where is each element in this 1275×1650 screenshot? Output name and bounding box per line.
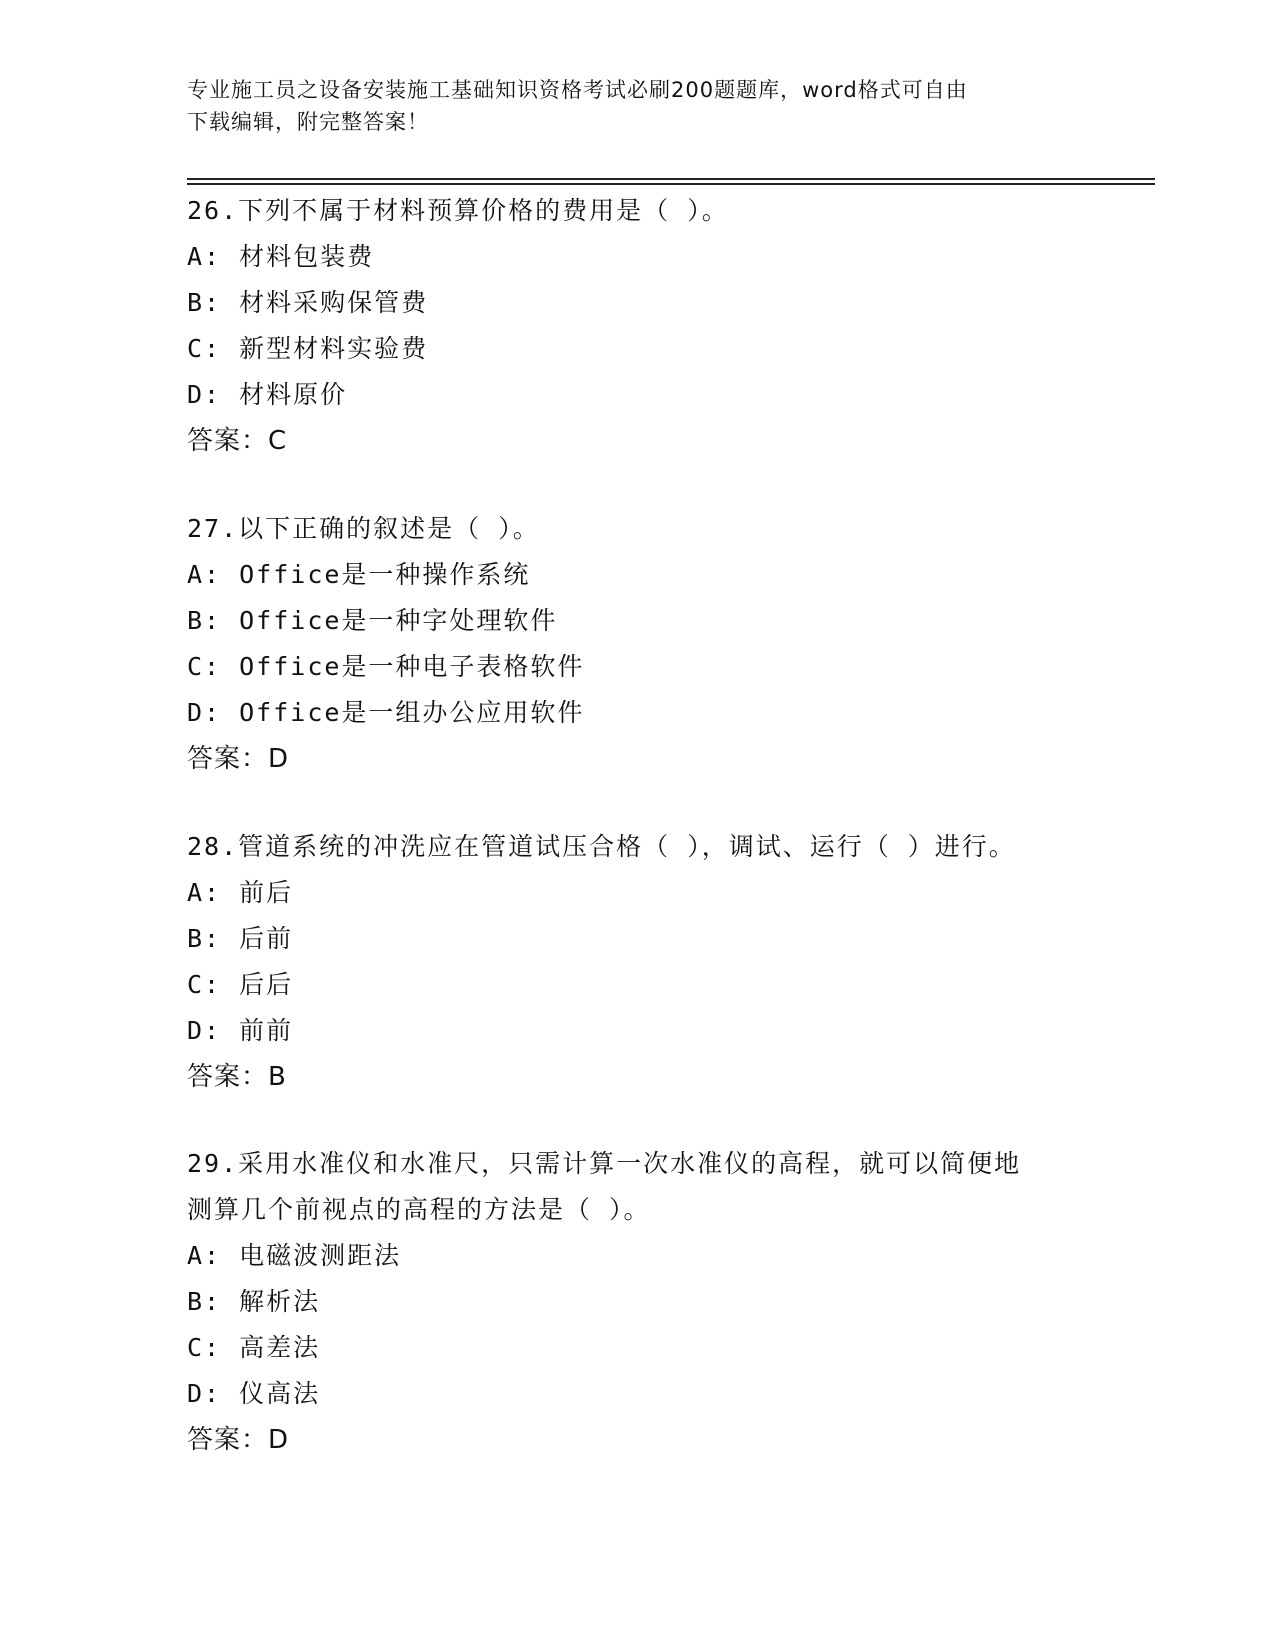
question-29 (187, 1141, 1087, 1463)
option-label: C: (187, 652, 222, 681)
option-b (187, 598, 1087, 644)
option-text: 仪高法 (239, 1379, 321, 1408)
option-c (187, 1325, 1087, 1371)
option-text: 前后 (239, 878, 294, 907)
option-d (187, 1008, 1087, 1054)
option-label: D: (187, 1016, 222, 1045)
option-a (187, 1233, 1087, 1279)
header-divider-top (187, 178, 1155, 180)
option-d (187, 372, 1087, 418)
option-d (187, 1371, 1087, 1417)
option-c (187, 326, 1087, 372)
option-a (187, 234, 1087, 280)
option-text: 高差法 (239, 1333, 321, 1362)
option-text: 材料包装费 (239, 242, 375, 271)
question-28 (187, 824, 1087, 1100)
option-text: 新型材料实验费 (239, 334, 429, 363)
option-text: 前前 (239, 1016, 294, 1045)
option-label: A: (187, 560, 222, 589)
answer-text: 答案：D (187, 744, 290, 774)
option-label: B: (187, 288, 222, 317)
option-label: A: (187, 242, 222, 271)
option-label: A: (187, 878, 222, 907)
option-c (187, 644, 1087, 690)
option-c (187, 962, 1087, 1008)
option-label: D: (187, 698, 222, 727)
option-text: Office是一组办公应用软件 (239, 698, 585, 727)
option-text: Office是一种电子表格软件 (239, 652, 585, 681)
header-line-2: 下载编辑，附完整答案！ (187, 110, 429, 134)
header-line-1: 专业施工员之设备安装施工基础知识资格考试必刷200题题库，word格式可自由 (187, 78, 968, 102)
answer-text: 答案：C (187, 426, 288, 456)
option-b (187, 280, 1087, 326)
question-text-line-2: 测算几个前视点的高程的方法是（ ）。 (187, 1195, 651, 1224)
option-a (187, 870, 1087, 916)
question-text: 27.以下正确的叙述是（ ）。 (187, 514, 540, 543)
option-label: C: (187, 1333, 222, 1362)
option-a (187, 552, 1087, 598)
option-label: D: (187, 1379, 222, 1408)
option-text: Office是一种字处理软件 (239, 606, 558, 635)
document-header (187, 74, 1067, 138)
question-text: 28.管道系统的冲洗应在管道试压合格（ ），调试、运行（ ）进行。 (187, 832, 1016, 861)
option-label: A: (187, 1241, 222, 1270)
answer-text: 答案：D (187, 1425, 290, 1455)
option-label: D: (187, 380, 222, 409)
option-text: 后前 (239, 924, 294, 953)
option-text: 电磁波测距法 (239, 1241, 402, 1270)
option-b (187, 1279, 1087, 1325)
option-text: Office是一种操作系统 (239, 560, 531, 589)
answer-text: 答案：B (187, 1062, 287, 1092)
option-text: 材料采购保管费 (239, 288, 429, 317)
question-text: 26.下列不属于材料预算价格的费用是（ ）。 (187, 196, 729, 225)
option-label: C: (187, 970, 222, 999)
question-26 (187, 188, 1087, 464)
option-label: B: (187, 606, 222, 635)
option-text: 解析法 (239, 1287, 321, 1316)
question-text-line-1: 29.采用水准仪和水准尺，只需计算一次水准仪的高程，就可以简便地 (187, 1149, 1022, 1178)
option-label: B: (187, 924, 222, 953)
header-divider-bottom (187, 183, 1155, 185)
option-label: B: (187, 1287, 222, 1316)
option-b (187, 916, 1087, 962)
option-text: 材料原价 (239, 380, 348, 409)
option-text: 后后 (239, 970, 294, 999)
option-label: C: (187, 334, 222, 363)
question-27 (187, 506, 1087, 782)
option-d (187, 690, 1087, 736)
